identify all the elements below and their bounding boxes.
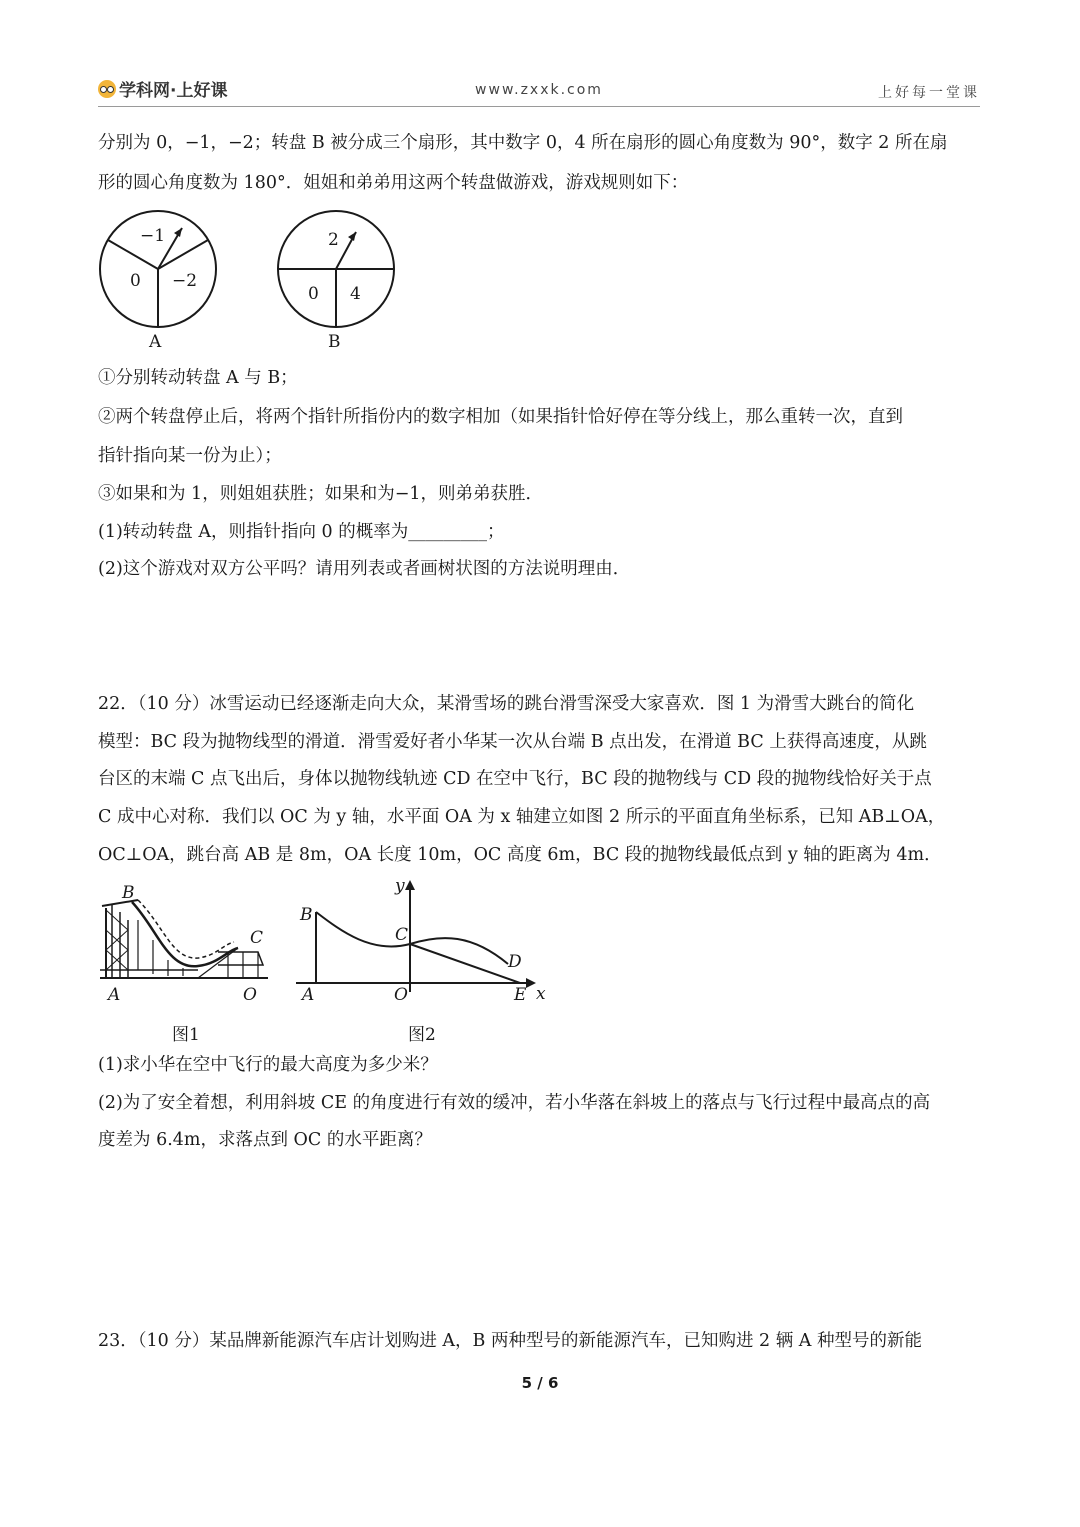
fig1-label-b: B <box>122 883 135 903</box>
q22-line-5: OC⊥OA，跳台高 AB 是 8m，OA 长度 10m，OC 高度 6m，BC 段的抛物线最低点到 y 轴的距离为 4m． <box>98 845 942 865</box>
fig1-label-o: O <box>243 985 257 1005</box>
q21-part-2: (2)这个游戏对双方公平吗？请用列表或者画树状图的方法说明理由． <box>98 559 631 579</box>
page-header <box>98 74 980 107</box>
site-url[interactable]: www.zxxk.com <box>475 82 603 98</box>
spinner-b-label: B <box>328 332 341 352</box>
q22-line-3: 台区的末端 C 点飞出后，身体以抛物线轨迹 CD 在空中飞行，BC 段的抛物线与 CD 段的抛物线恰好关于点 <box>98 769 932 789</box>
spinner-b-left: 0 <box>308 284 319 304</box>
fig2-label-c: C <box>395 925 409 945</box>
coordinate-graph-figure <box>292 874 542 998</box>
slogan: 上好每一堂课 <box>878 85 980 101</box>
q21-rule-1: ①分别转动转盘 A 与 B； <box>98 368 298 388</box>
q22-part-1: (1)求小华在空中飞行的最大高度为多少米？ <box>98 1055 438 1075</box>
spinner-b-right: 4 <box>350 284 361 304</box>
fig2-label-x: x <box>536 984 546 1004</box>
fig2-label-e: E <box>514 985 527 1005</box>
logo-text: 学科网·上好课 <box>119 81 228 101</box>
fig1-label-a: A <box>108 985 121 1005</box>
fig2-caption: 图2 <box>408 1025 436 1045</box>
fig2-label-d: D <box>508 952 522 972</box>
owl-logo-icon <box>98 80 116 98</box>
spinner-a-left: 0 <box>130 271 141 291</box>
spinner-a-label: A <box>149 332 162 352</box>
ski-jump-figure <box>98 890 272 990</box>
spinner-b-figure <box>276 210 400 330</box>
q21-rule-2a: ②两个转盘停止后，将两个指针所指份内的数字相加（如果指针恰好停在等分线上，那么重转一次，直到 <box>98 407 903 427</box>
q22-line-1: 22．（10 分）冰雪运动已经逐渐走向大众，某滑雪场的跳台滑雪深受大家喜欢．图 1 为滑雪大跳台的简化 <box>98 694 915 714</box>
q21-intro-line-2: 形的圆心角度数为 180°．姐姐和弟弟用这两个转盘做游戏，游戏规则如下： <box>98 173 689 193</box>
fig1-caption: 图1 <box>172 1025 200 1045</box>
q22-part-2a: (2)为了安全着想，利用斜坡 CE 的角度进行有效的缓冲，若小华落在斜坡上的落点与飞行过程中最高点的高 <box>98 1093 931 1113</box>
page-number: 5 / 6 <box>521 1374 559 1392</box>
fig2-label-a: A <box>302 985 315 1005</box>
fig2-label-o: O <box>394 985 408 1005</box>
q22-part-2b: 度差为 6.4m，求落点到 OC 的水平距离？ <box>98 1130 432 1150</box>
q21-rule-2b: 指针指向某一份为止）； <box>98 446 282 466</box>
spinner-a-top: −1 <box>140 226 166 246</box>
q22-line-4: C 成中心对称．我们以 OC 为 y 轴，水平面 OA 为 x 轴建立如图 2 所示的平面直角坐标系，已知 AB⊥OA， <box>98 807 946 827</box>
q21-rule-3: ③如果和为 1，则姐姐获胜；如果和为−1，则弟弟获胜． <box>98 484 543 504</box>
spinner-a-right: −2 <box>172 271 198 291</box>
spinner-b-top: 2 <box>328 230 339 250</box>
q22-line-2: 模型：BC 段为抛物线型的滑道．滑雪爱好者小华某一次从台端 B 点出发，在滑道 BC 上获得高速度，从跳 <box>98 732 927 752</box>
fig1-label-c: C <box>250 928 264 948</box>
q23-line-1: 23．（10 分）某品牌新能源汽车店计划购进 A，B 两种型号的新能源汽车，已知购进 2 辆 A 种型号的新能 <box>98 1331 922 1351</box>
q21-intro-line-1: 分别为 0，−1，−2；转盘 B 被分成三个扇形，其中数字 0，4 所在扇形的圆心角度数为 90°，数字 2 所在扇 <box>98 133 948 153</box>
logo[interactable] <box>98 76 227 101</box>
q21-part-1: (1)转动转盘 A，则指针指向 0 的概率为_________； <box>98 522 505 542</box>
fig2-label-b: B <box>300 905 313 925</box>
fig2-label-y: y <box>395 876 405 896</box>
